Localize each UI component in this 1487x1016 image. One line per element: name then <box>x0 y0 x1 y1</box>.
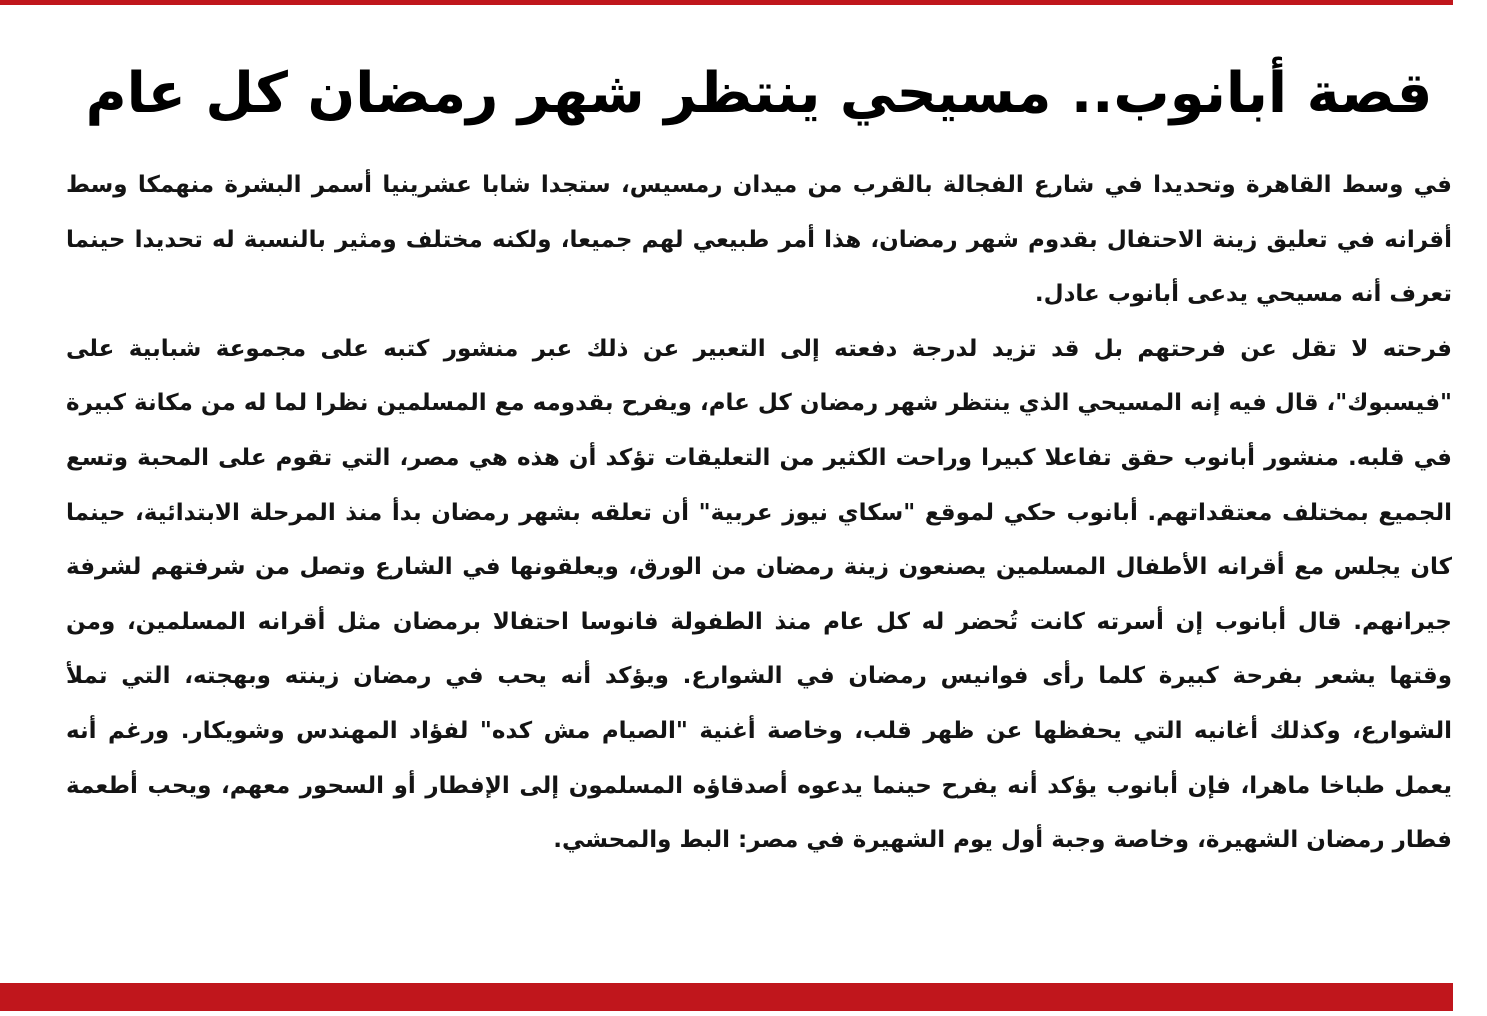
article-paragraph-1: في وسط القاهرة وتحديدا في شارع الفجالة بالقرب من ميدان رمسيس، ستجدا شابا عشرينيا أسمر البشرة منهمكا وسط أقرانه في تعليق زينة الاحتفال بقدوم شهر رمضان، هذا أمر طبيعي لهم جميعا، ولكنه مختلف ومثير بالنسبة له تحديدا حينما تعرف أنه مسيحي يدعى أبانوب عادل. <box>66 172 1452 308</box>
article-headline: قصة أبانوب.. مسيحي ينتظر شهر رمضان كل عام <box>85 61 1433 126</box>
top-red-rule <box>0 0 1453 5</box>
article <box>66 40 1452 868</box>
article-paragraph-2: فرحته لا تقل عن فرحتهم بل قد تزيد لدرجة دفعته إلى التعبير عن ذلك عبر منشور كتبه على مجموعة شبابية على "فيسبوك"، قال فيه إنه المسيحي الذي ينتظر شهر رمضان كل عام، ويفرح بقدومه مع المسلمين نظرا لما له من مكانة كبيرة في قلبه. منشور أبانوب حقق تفاعلا كبيرا وراحت الكثير من التعليقات تؤكد أن هذه هي مصر، التي تقوم على المحبة وتسع الجميع بمختلف معتقداتهم. أبانوب حكي لموقع "سكاي نيوز عربية" أن تعلقه بشهر رمضان بدأ منذ المرحلة الابتدائية، حينما كان يجلس مع أقرانه الأطفال المسلمين يصنعون زينة رمضان من الورق، ويعلقونها في الشارع وتصل من شرفتهم لشرفة جيرانهم. قال أبانوب إن أسرته كانت تُحضر له كل عام منذ الطفولة فانوسا احتفالا برمضان مثل أقرانه المسلمين، ومن وقتها يشعر بفرحة كبيرة كلما رأى فوانيس رمضان في الشوارع. ويؤكد أنه يحب في رمضان زينته وبهجته، التي تملأ الشوارع، وكذلك أغانيه التي يحفظها عن ظهر قلب، وخاصة أغنية "الصيام مش كده" لفؤاد المهندس وشويكار. ورغم أنه يعمل طباخا ماهرا، فإن أبانوب يؤكد أنه يفرح حينما يدعوه أصدقاؤه المسلمون إلى الإفطار أو السحور معهم، ويحب أطعمة فطار رمضان الشهيرة، وخاصة وجبة أول يوم الشهيرة في مصر: البط والمحشي. <box>66 335 1452 854</box>
bottom-red-rule <box>0 983 1453 1011</box>
